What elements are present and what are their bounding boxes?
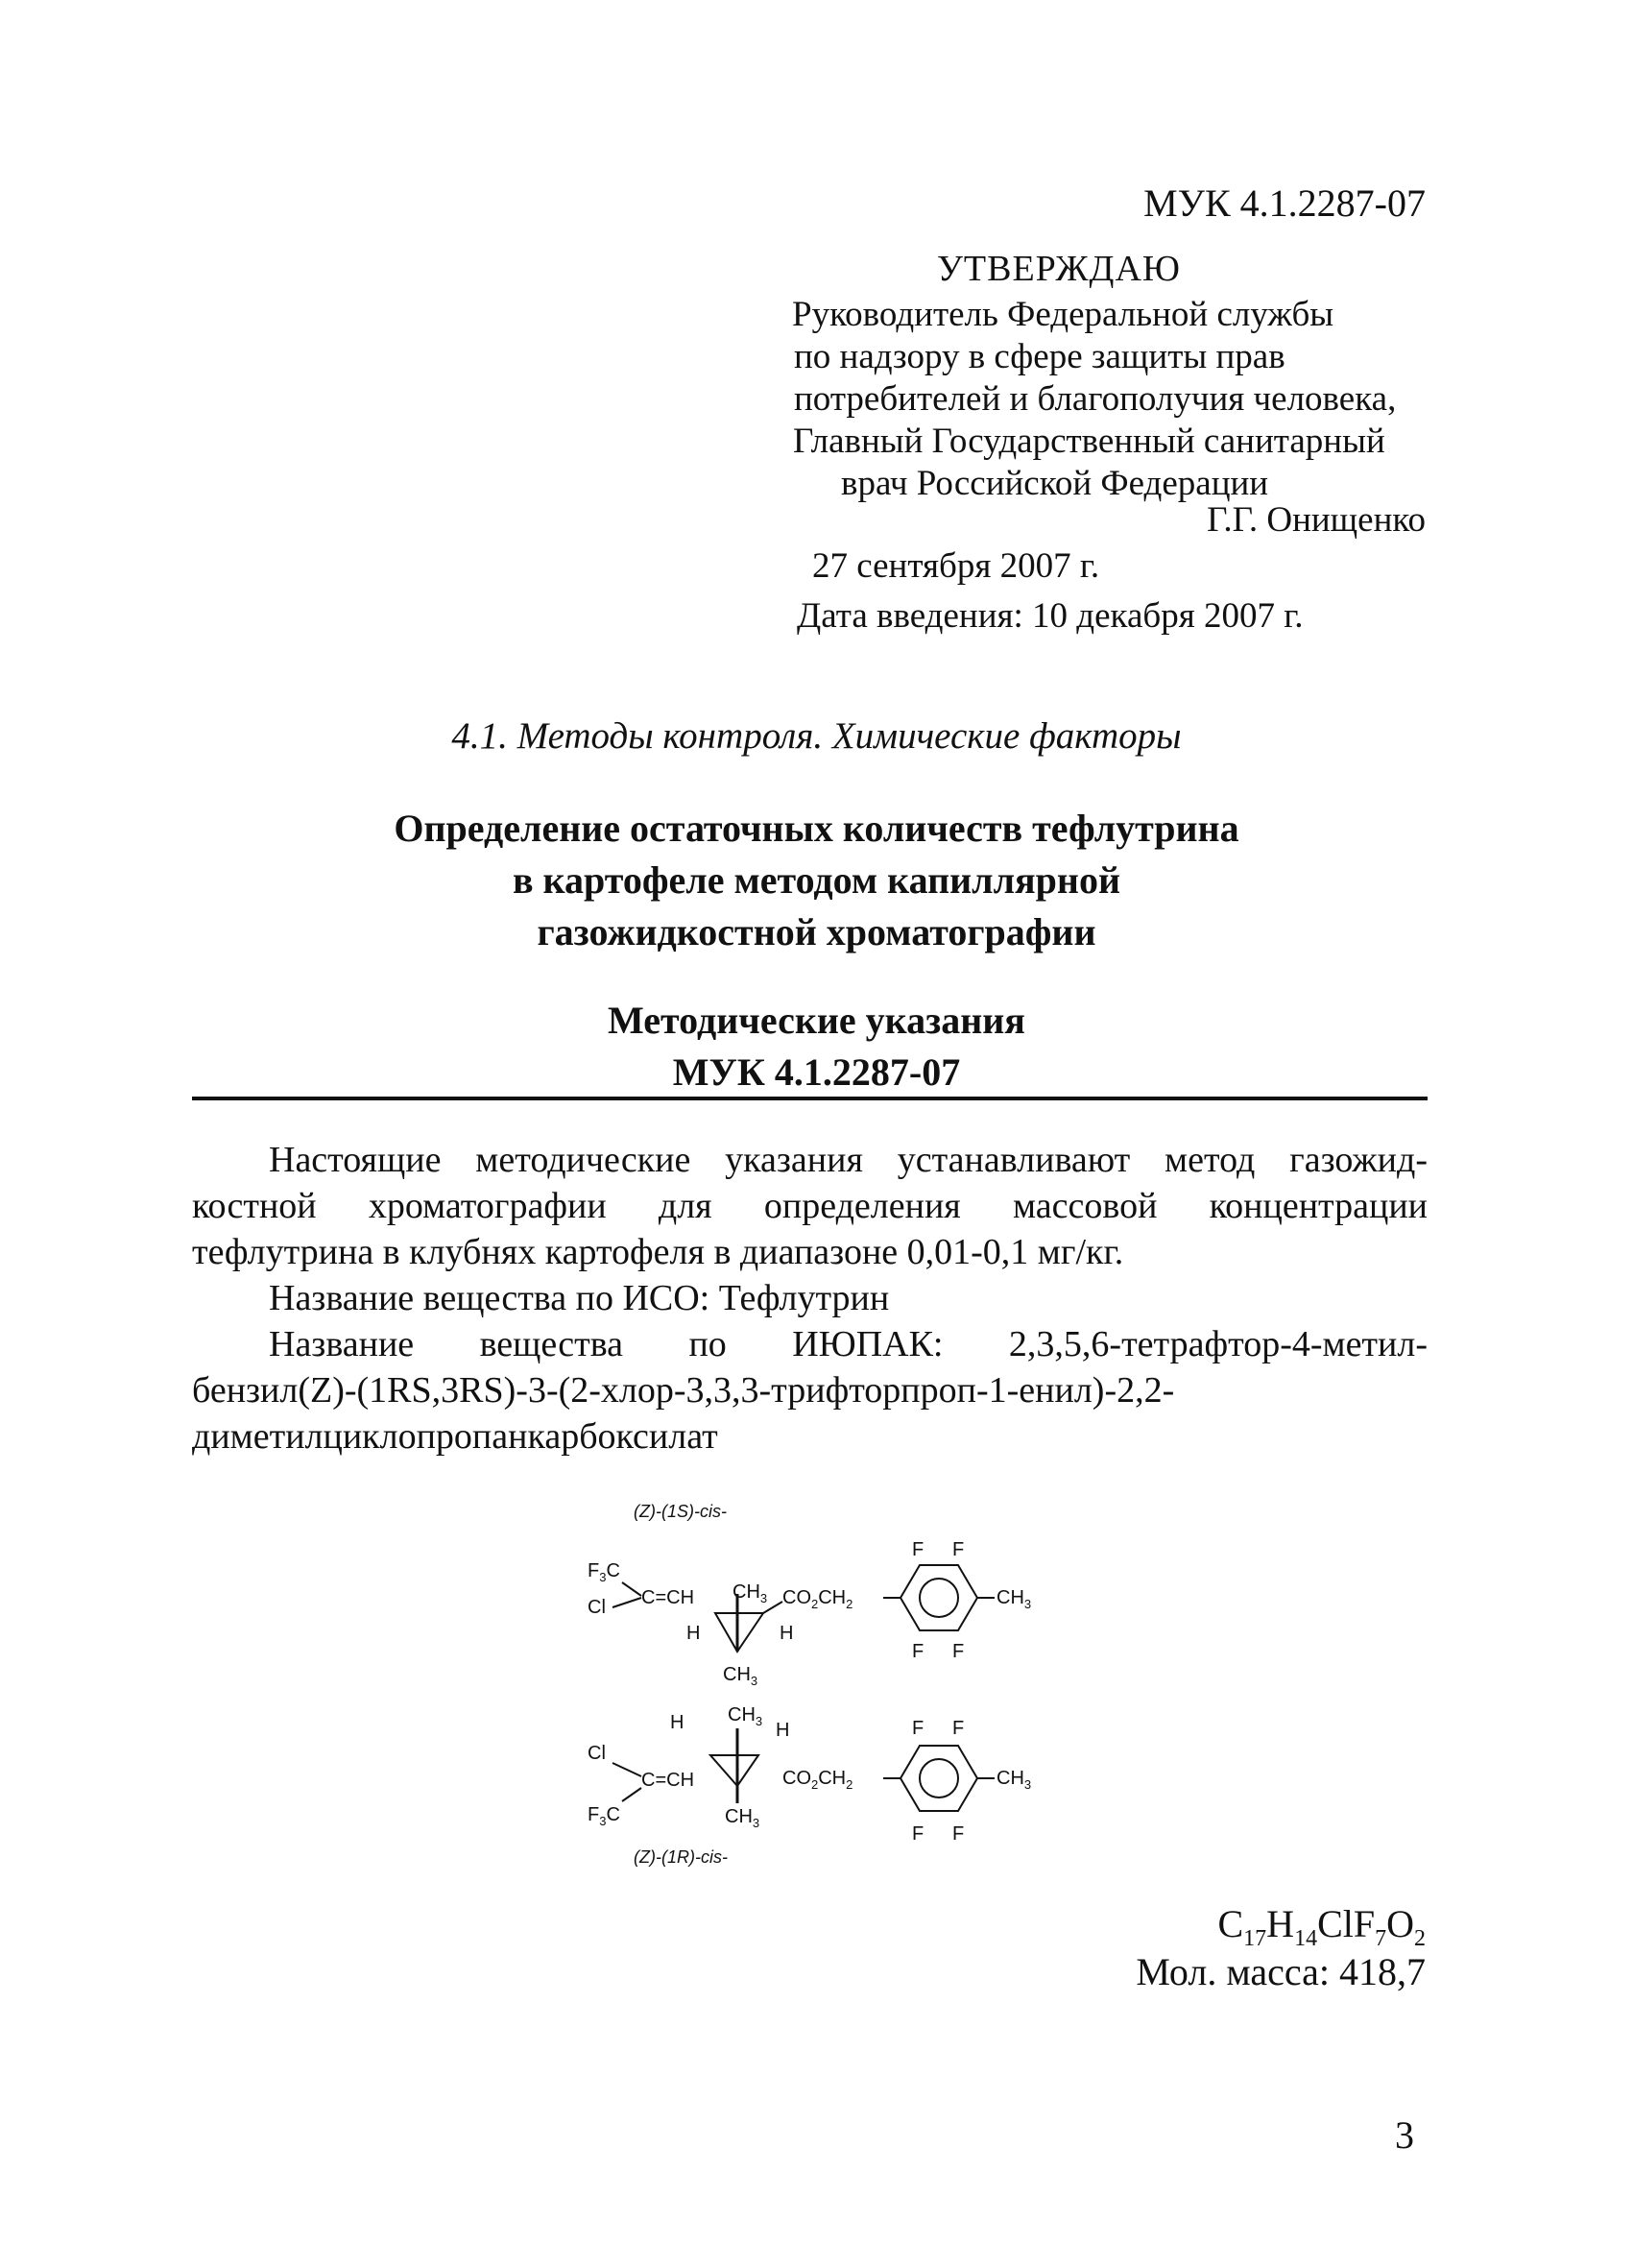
methyl-label: $CH_3$	[997, 1587, 1032, 1611]
document-code: МУК 4.1.2287-07	[1143, 181, 1426, 225]
h-label: H	[686, 1623, 701, 1644]
paragraph-line: тефлутрина в клубнях картофеля в диапазоне 0,01-0,1 мг/кг.	[192, 1232, 1124, 1272]
benzene-ring	[901, 1746, 977, 1811]
molecular-formula: $C_{17}H_{14}ClF_7O_2$	[1217, 1902, 1426, 1951]
f-label: F	[912, 1823, 925, 1845]
f-label: F	[952, 1718, 965, 1739]
vinyl-label: C=CH	[641, 1770, 695, 1791]
approval-line: Руководитель Федеральной службы	[792, 295, 1334, 334]
iso-name: Название вещества по ИСО: Тефлутрин	[269, 1278, 890, 1318]
bond	[622, 1788, 641, 1801]
title-line: в картофеле методом капиллярной	[512, 858, 1121, 902]
methyl-label: $CH_3$	[732, 1581, 768, 1605]
methyl-label: $CH_3$	[728, 1704, 763, 1728]
h-label: H	[776, 1720, 790, 1741]
page-number: 3	[1395, 2113, 1414, 2157]
guide-title	[0, 995, 1633, 1098]
f3c-label: $F_3C$	[588, 1560, 620, 1584]
cl-label: Cl	[588, 1743, 606, 1764]
benzene-ring	[901, 1565, 977, 1630]
methyl-label: $CH_3$	[723, 1664, 758, 1688]
body-text	[192, 1137, 1428, 1460]
f-label: F	[952, 1641, 965, 1662]
h-label: H	[670, 1712, 684, 1733]
cl-label: Cl	[588, 1597, 606, 1618]
document-title	[0, 803, 1633, 958]
approval-date: 27 сентября 2007 г.	[812, 546, 1100, 586]
f-label: F	[952, 1539, 965, 1560]
approval-line: Главный Государственный санитарный	[793, 422, 1385, 461]
guide-title-line: Методические указания	[608, 999, 1025, 1042]
iupac-line: Название вещества по ИЮПАК: 2,3,5,6-тетрафтор-4-метил-	[269, 1324, 1428, 1364]
f-label: F	[912, 1718, 925, 1739]
guide-code-line: МУК 4.1.2287-07	[672, 1050, 961, 1094]
iupac-line: диметилциклопропанкарбоксилат	[192, 1416, 718, 1457]
iupac-line: бензил(Z)-(1RS,3RS)-3-(2-хлор-3,3,3-трифторпроп-1-енил)-2,2-	[192, 1370, 1175, 1411]
isomer-label-bottom: (Z)-(1R)-cis-	[634, 1847, 728, 1867]
molecular-mass: Мол. масса: 418,7	[1136, 1950, 1426, 1993]
title-line: газожидкостной хроматографии	[537, 910, 1096, 953]
approval-line: потребителей и благополучия человека,	[794, 379, 1397, 419]
approval-line: по надзору в сфере защиты прав	[794, 337, 1285, 376]
section-title: 4.1. Методы контроля. Химические факторы	[451, 715, 1182, 757]
paragraph-line: костной хроматографии для определения массовой концентрации	[192, 1186, 1428, 1226]
methyl-label: $CH_3$	[725, 1806, 760, 1830]
f-label: F	[952, 1823, 965, 1845]
methyl-label: $CH_3$	[997, 1768, 1032, 1792]
f-label: F	[912, 1539, 925, 1560]
isomer-label-top: (Z)-(1S)-cis-	[634, 1502, 727, 1521]
introduction-date: Дата введения: 10 декабря 2007 г.	[797, 596, 1304, 636]
approval-line: врач Российской Федерации	[841, 464, 1269, 503]
title-line: Определение остаточных количеств тефлутрина	[394, 807, 1239, 850]
vinyl-label: C=CH	[641, 1587, 695, 1608]
h-label: H	[780, 1623, 794, 1644]
f3c-label: $F_3C$	[588, 1804, 620, 1828]
bond	[612, 1598, 641, 1607]
bond	[612, 1763, 641, 1776]
approval-title: УТВЕРЖДАЮ	[937, 249, 1181, 289]
approver-name: Г.Г. Онищенко	[1207, 500, 1426, 540]
chemical-structure-diagram	[566, 1498, 1085, 1901]
cyclopropane-ring	[710, 1755, 758, 1786]
ester-label: $CO_2CH_2$	[782, 1587, 853, 1611]
bond	[622, 1582, 641, 1596]
aromatic-circle	[920, 1579, 958, 1617]
ester-label: $CO_2CH_2$	[782, 1768, 853, 1792]
cyclopropane-ring	[715, 1613, 763, 1652]
aromatic-circle	[920, 1759, 958, 1798]
f-label: F	[912, 1641, 925, 1662]
paragraph-line: Настоящие методические указания устанавливают метод газожид-	[269, 1140, 1428, 1180]
title-divider	[192, 1097, 1428, 1100]
